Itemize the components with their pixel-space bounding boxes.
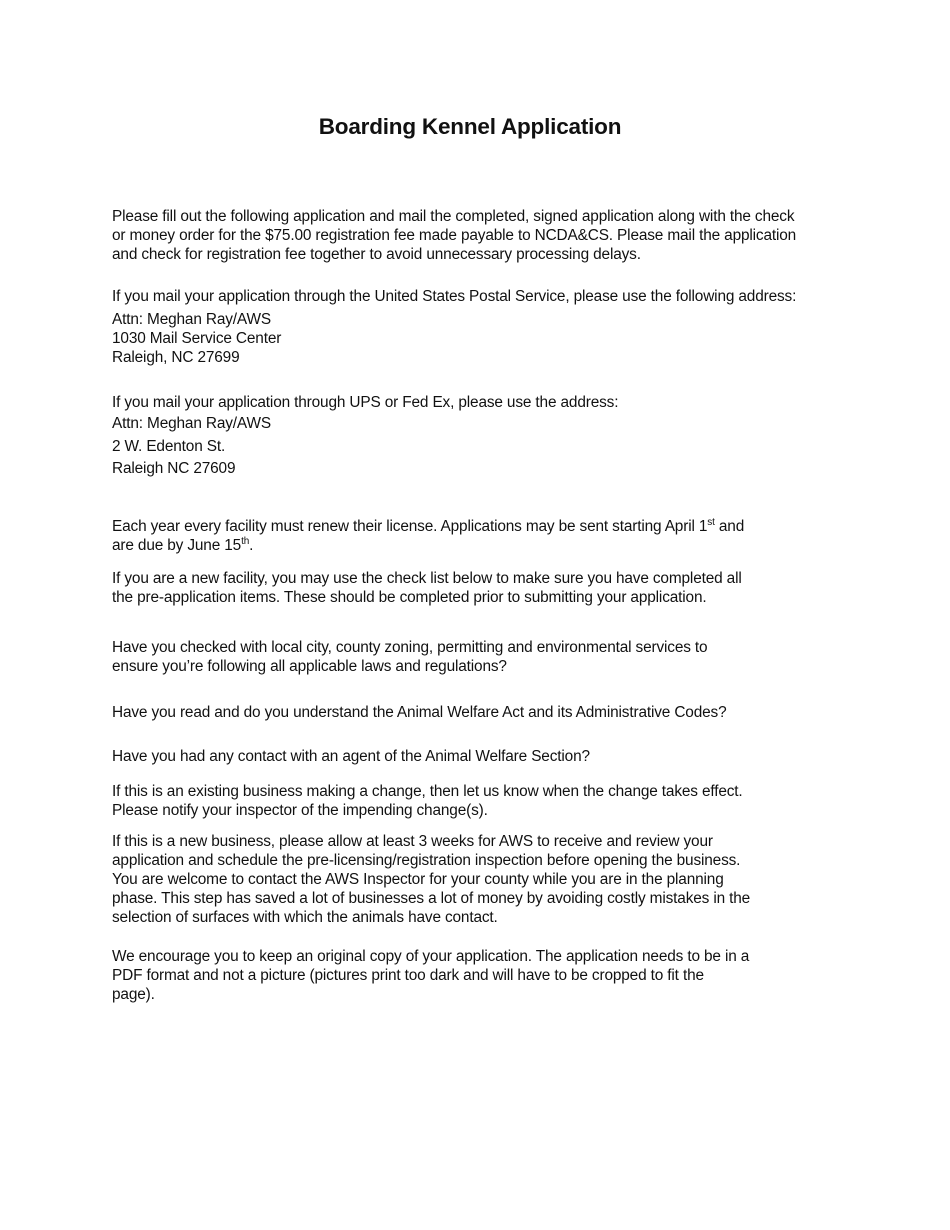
existing-business-line: If this is an existing business making a change, then let us know when the change takes effect. — [112, 783, 743, 800]
new-business-paragraph — [112, 832, 912, 927]
ups-address — [112, 413, 912, 481]
new-business-line: phase. This step has saved a lot of businesses a lot of money by avoiding costly mistakes in the — [112, 890, 751, 907]
new-business-line: If this is a new business, please allow at least 3 weeks for AWS to receive and review your — [112, 833, 713, 850]
intro-paragraph — [112, 207, 912, 264]
renewal-line — [112, 536, 912, 555]
copy-line: PDF format and not a picture (pictures print too dark and will have to be cropped to fit the — [112, 967, 704, 984]
existing-business-paragraph — [112, 782, 912, 820]
renewal-paragraph — [112, 517, 912, 555]
copy-line: page). — [112, 986, 155, 1003]
new-facility-line: the pre-application items. These should be completed prior to submitting your application. — [112, 589, 707, 606]
new-facility-line: If you are a new facility, you may use the check list below to make sure you have completed all — [112, 570, 742, 587]
renewal-text: . — [249, 537, 254, 554]
page-title: Boarding Kennel Application — [318, 114, 622, 139]
usps-address-line: Attn: Meghan Ray/AWS — [112, 311, 271, 328]
renewal-text: and — [714, 518, 745, 535]
ups-address-line: 2 W. Edenton St. — [112, 437, 226, 455]
copy-paragraph — [112, 947, 912, 1004]
superscript: th — [241, 536, 250, 547]
ups-address-line: Attn: Meghan Ray/AWS — [112, 415, 271, 432]
animal-welfare-act-question: Have you read and do you understand the Animal Welfare Act and its Administrative Codes? — [112, 704, 727, 721]
ups-instruction: If you mail your application through UPS or Fed Ex, please use the address: — [112, 394, 619, 411]
zoning-line: ensure you’re following all applicable laws and regulations? — [112, 658, 507, 675]
new-business-line: You are welcome to contact the AWS Inspector for your county while you are in the planning — [112, 871, 724, 888]
renewal-text: Each year every facility must renew their license. Applications may be sent starting April 1 — [112, 518, 708, 535]
renewal-line — [112, 517, 912, 536]
intro-line: Please fill out the following application and mail the completed, signed application along with the check — [112, 208, 795, 225]
renewal-text: are due by June 15 — [112, 537, 242, 554]
intro-line: or money order for the $75.00 registration fee made payable to NCDA&CS. Please mail the application — [112, 227, 797, 244]
copy-line: We encourage you to keep an original copy of your application. The application needs to be in a — [112, 948, 750, 965]
zoning-question — [112, 638, 912, 676]
superscript: st — [707, 517, 715, 528]
usps-instruction: If you mail your application through the United States Postal Service, please use the following address: — [112, 288, 797, 305]
usps-address — [112, 310, 912, 367]
new-facility-paragraph — [112, 569, 912, 607]
agent-contact-question: Have you had any contact with an agent of the Animal Welfare Section? — [112, 748, 590, 765]
new-business-line: selection of surfaces with which the animals have contact. — [112, 909, 498, 926]
intro-line: and check for registration fee together to avoid unnecessary processing delays. — [112, 246, 641, 263]
ups-address-line: Raleigh NC 27609 — [112, 460, 236, 477]
usps-address-line: 1030 Mail Service Center — [112, 330, 282, 347]
usps-address-line: Raleigh, NC 27699 — [112, 349, 240, 366]
existing-business-line: Please notify your inspector of the impending change(s). — [112, 802, 488, 819]
zoning-line: Have you checked with local city, county zoning, permitting and environmental services to — [112, 639, 708, 656]
new-business-line: application and schedule the pre-licensing/registration inspection before opening the business. — [112, 852, 741, 869]
